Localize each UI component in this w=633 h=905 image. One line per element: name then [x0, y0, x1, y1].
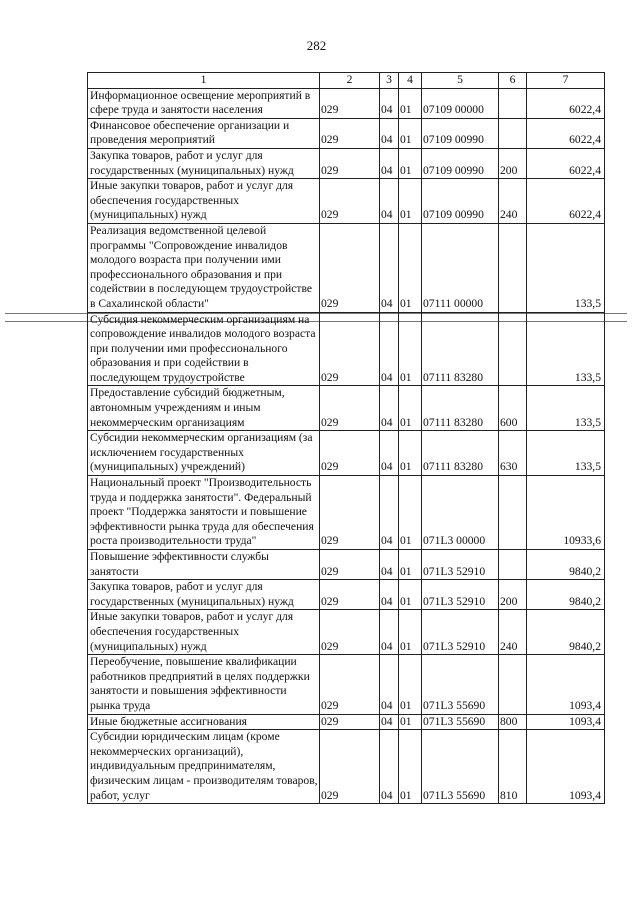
header-cell: 1: [88, 73, 320, 89]
section-cell: 04: [380, 118, 399, 148]
section-cell: 04: [380, 386, 399, 431]
expense-type-cell: 630: [499, 431, 527, 476]
subsection-cell: 01: [399, 730, 422, 804]
table-row: [88, 610, 605, 655]
row-name-cell: Субсидии юридическим лицам (кроме некоммерческих организаций), индивидуальным предпринимателям, физическим лицам - производителям товаров, работ, услуг: [88, 730, 320, 804]
table-row: [88, 431, 605, 476]
admin-code-cell: 029: [320, 179, 380, 224]
table-header-row: [88, 73, 605, 89]
row-name-cell: Субсидия некоммерческим организациям на сопровождение инвалидов молодого возраста при получении ими профессионального образования и при содействии в последующем трудоустройстве: [88, 312, 320, 386]
expense-type-cell: 240: [499, 610, 527, 655]
table-row: [88, 179, 605, 224]
admin-code-cell: 029: [320, 118, 380, 148]
admin-code-cell: 029: [320, 550, 380, 580]
admin-code-cell: 029: [320, 148, 380, 178]
row-name-cell: Иные закупки товаров, работ и услуг для обеспечения государственных (муниципальных) нужд: [88, 610, 320, 655]
section-cell: 04: [380, 312, 399, 386]
section-cell: 04: [380, 88, 399, 118]
section-cell: 04: [380, 431, 399, 476]
section-cell: 04: [380, 148, 399, 178]
subsection-cell: 01: [399, 312, 422, 386]
table-row: [88, 476, 605, 550]
subsection-cell: 01: [399, 714, 422, 730]
amount-cell: 6022,4: [527, 148, 605, 178]
amount-cell: 133,5: [527, 431, 605, 476]
target-article-cell: 071L3 55690: [422, 655, 499, 714]
amount-cell: 9840,2: [527, 580, 605, 610]
subsection-cell: 01: [399, 431, 422, 476]
section-cell: 04: [380, 610, 399, 655]
expense-type-cell: 800: [499, 714, 527, 730]
section-cell: 04: [380, 655, 399, 714]
expense-type-cell: [499, 550, 527, 580]
expense-type-cell: 200: [499, 148, 527, 178]
row-name-cell: Национальный проект "Производительность труда и поддержка занятости". Федеральный проект "Поддержка занятости и повышение эффективности рынка труда для обеспечения роста производительности труда": [88, 476, 320, 550]
header-cell: 2: [320, 73, 380, 89]
subsection-cell: 01: [399, 550, 422, 580]
expense-type-cell: [499, 476, 527, 550]
table-row: [88, 580, 605, 610]
amount-cell: 133,5: [527, 386, 605, 431]
expense-type-cell: [499, 223, 527, 312]
section-cell: 04: [380, 714, 399, 730]
table-row: [88, 88, 605, 118]
admin-code-cell: 029: [320, 223, 380, 312]
amount-cell: 6022,4: [527, 118, 605, 148]
admin-code-cell: 029: [320, 88, 380, 118]
header-cell: 3: [380, 73, 399, 89]
target-article-cell: 07109 00000: [422, 88, 499, 118]
target-article-cell: 071L3 52910: [422, 550, 499, 580]
admin-code-cell: 029: [320, 655, 380, 714]
target-article-cell: 07109 00990: [422, 148, 499, 178]
admin-code-cell: 029: [320, 431, 380, 476]
target-article-cell: 071L3 52910: [422, 610, 499, 655]
amount-cell: 10933,6: [527, 476, 605, 550]
page-number: 282: [306, 38, 327, 53]
row-name-cell: Предоставление субсидий бюджетным, автономным учреждениям и иным некоммерческим организациям: [88, 386, 320, 431]
header-cell: 4: [399, 73, 422, 89]
row-name-cell: Закупка товаров, работ и услуг для государственных (муниципальных) нужд: [88, 580, 320, 610]
amount-cell: 6022,4: [527, 88, 605, 118]
target-article-cell: 07111 00000: [422, 223, 499, 312]
subsection-cell: 01: [399, 179, 422, 224]
row-name-cell: Переобучение, повышение квалификации работников предприятий в целях поддержки занятости и повышения эффективности рынка труда: [88, 655, 320, 714]
target-article-cell: 07111 83280: [422, 386, 499, 431]
header-cell: 7: [527, 73, 605, 89]
row-name-cell: Субсидии некоммерческим организациям (за исключением государственных (муниципальных) учреждений): [88, 431, 320, 476]
amount-cell: 1093,4: [527, 655, 605, 714]
table-row: [88, 223, 605, 312]
table-row: [88, 730, 605, 804]
admin-code-cell: 029: [320, 730, 380, 804]
admin-code-cell: 029: [320, 610, 380, 655]
header-cell: 5: [422, 73, 499, 89]
table-row: [88, 386, 605, 431]
expense-type-cell: 240: [499, 179, 527, 224]
subsection-cell: 01: [399, 148, 422, 178]
subsection-cell: 01: [399, 118, 422, 148]
row-name-cell: Иные бюджетные ассигнования: [88, 714, 320, 730]
subsection-cell: 01: [399, 610, 422, 655]
subsection-cell: 01: [399, 580, 422, 610]
section-cell: 04: [380, 580, 399, 610]
amount-cell: 133,5: [527, 223, 605, 312]
row-name-cell: Реализация ведомственной целевой программы "Сопровождение инвалидов молодого возраста при получении ими профессионального образования и при содействии в последующем трудоустройстве в Сахалинской области": [88, 223, 320, 312]
amount-cell: 1093,4: [527, 714, 605, 730]
section-cell: 04: [380, 223, 399, 312]
section-cell: 04: [380, 179, 399, 224]
expense-type-cell: 810: [499, 730, 527, 804]
amount-cell: 6022,4: [527, 179, 605, 224]
section-cell: 04: [380, 550, 399, 580]
target-article-cell: 071L3 00000: [422, 476, 499, 550]
section-cell: 04: [380, 476, 399, 550]
admin-code-cell: 029: [320, 476, 380, 550]
admin-code-cell: 029: [320, 386, 380, 431]
header-cell: 6: [499, 73, 527, 89]
expense-type-cell: [499, 655, 527, 714]
target-article-cell: 07111 83280: [422, 312, 499, 386]
target-article-cell: 07109 00990: [422, 179, 499, 224]
target-article-cell: 07109 00990: [422, 118, 499, 148]
subsection-cell: 01: [399, 476, 422, 550]
amount-cell: 9840,2: [527, 550, 605, 580]
row-name-cell: Иные закупки товаров, работ и услуг для обеспечения государственных (муниципальных) нужд: [88, 179, 320, 224]
subsection-cell: 01: [399, 386, 422, 431]
expense-type-cell: 200: [499, 580, 527, 610]
target-article-cell: 071L3 55690: [422, 714, 499, 730]
admin-code-cell: 029: [320, 580, 380, 610]
admin-code-cell: 029: [320, 714, 380, 730]
target-article-cell: 071L3 52910: [422, 580, 499, 610]
table-row: [88, 148, 605, 178]
admin-code-cell: 029: [320, 312, 380, 386]
row-name-cell: Повышение эффективности службы занятости: [88, 550, 320, 580]
target-article-cell: 071L3 55690: [422, 730, 499, 804]
row-name-cell: Закупка товаров, работ и услуг для государственных (муниципальных) нужд: [88, 148, 320, 178]
amount-cell: 9840,2: [527, 610, 605, 655]
row-name-cell: Финансовое обеспечение организации и проведения мероприятий: [88, 118, 320, 148]
row-name-cell: Информационное освещение мероприятий в сфере труда и занятости населения: [88, 88, 320, 118]
table-row: [88, 714, 605, 730]
subsection-cell: 01: [399, 655, 422, 714]
table-row: [88, 118, 605, 148]
subsection-cell: 01: [399, 223, 422, 312]
amount-cell: 133,5: [527, 312, 605, 386]
table-row: [88, 550, 605, 580]
budget-table: [87, 72, 605, 804]
target-article-cell: 07111 83280: [422, 431, 499, 476]
section-cell: 04: [380, 730, 399, 804]
expense-type-cell: [499, 312, 527, 386]
table-row: [88, 312, 605, 386]
table-row: [88, 655, 605, 714]
expense-type-cell: [499, 118, 527, 148]
amount-cell: 1093,4: [527, 730, 605, 804]
expense-type-cell: 600: [499, 386, 527, 431]
subsection-cell: 01: [399, 88, 422, 118]
expense-type-cell: [499, 88, 527, 118]
